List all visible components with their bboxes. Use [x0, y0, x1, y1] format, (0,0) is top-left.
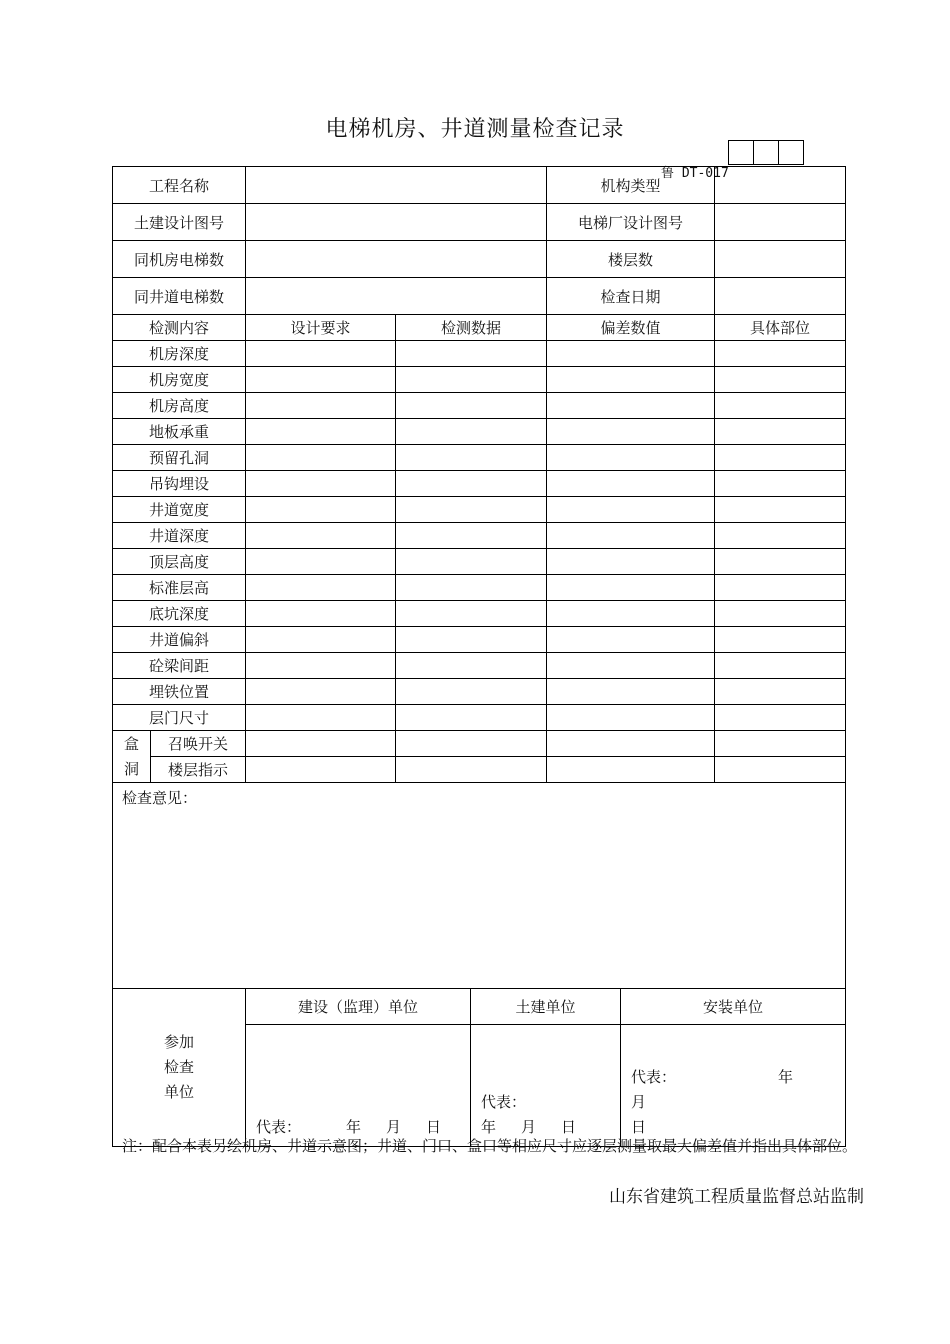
- cell[interactable]: [715, 549, 846, 575]
- cell[interactable]: [547, 627, 715, 653]
- form-code: 鲁 DT-017: [661, 166, 729, 181]
- cell[interactable]: [246, 705, 396, 731]
- floor-count-field[interactable]: [715, 241, 846, 278]
- cell[interactable]: [396, 523, 547, 549]
- project-name-field[interactable]: [246, 167, 547, 204]
- item-label: 预留孔洞: [113, 445, 246, 471]
- item-label: 砼梁间距: [113, 653, 246, 679]
- table-row: [113, 679, 846, 705]
- day-label: 日: [631, 1118, 647, 1136]
- rep-label: 代表：: [631, 1068, 677, 1086]
- label-machine-room-elevators: 同机房电梯数: [113, 241, 246, 278]
- table-row: [113, 393, 846, 419]
- cell[interactable]: [547, 471, 715, 497]
- cell[interactable]: [246, 601, 396, 627]
- item-label: 埋铁位置: [113, 679, 246, 705]
- item-label: 井道深度: [113, 523, 246, 549]
- cell[interactable]: [246, 575, 396, 601]
- cell[interactable]: [396, 575, 547, 601]
- mechanism-type-field[interactable]: [715, 167, 846, 204]
- elevator-drawing-no-field[interactable]: [715, 204, 846, 241]
- cell[interactable]: [715, 653, 846, 679]
- cell[interactable]: [396, 497, 547, 523]
- item-label: 井道宽度: [113, 497, 246, 523]
- cell[interactable]: [715, 523, 846, 549]
- column-header: 具体部位: [715, 315, 846, 341]
- day-label: 日: [561, 1118, 577, 1136]
- unit-header-construction: 建设（监理）单位: [246, 989, 471, 1025]
- label-mechanism-type: 机构类型: [547, 167, 715, 204]
- table-row: [113, 471, 846, 497]
- cell[interactable]: [246, 523, 396, 549]
- inspection-date-field[interactable]: [715, 278, 846, 315]
- cell[interactable]: [715, 705, 846, 731]
- table-row: [113, 575, 846, 601]
- cell[interactable]: [396, 419, 547, 445]
- page-title: 电梯机房、井道测量检查记录: [325, 117, 625, 142]
- cell[interactable]: [547, 731, 715, 757]
- machine-room-elevators-field[interactable]: [246, 241, 547, 278]
- label-inspection-date: 检查日期: [547, 278, 715, 315]
- column-header: 设计要求: [246, 315, 396, 341]
- cell[interactable]: [246, 679, 396, 705]
- cell[interactable]: [396, 393, 547, 419]
- cell[interactable]: [396, 367, 547, 393]
- cell[interactable]: [547, 705, 715, 731]
- cell[interactable]: [246, 653, 396, 679]
- participants-label: [113, 989, 246, 1147]
- table-row: [113, 341, 846, 367]
- cell[interactable]: [246, 393, 396, 419]
- installation-unit-signature[interactable]: [621, 1025, 846, 1147]
- year-label: 年: [481, 1118, 497, 1136]
- participants-label-line: 单位: [164, 1083, 195, 1101]
- rep-label: 代表：: [256, 1118, 302, 1136]
- cell[interactable]: [715, 445, 846, 471]
- cell[interactable]: [396, 627, 547, 653]
- cell[interactable]: [715, 627, 846, 653]
- table-row: [113, 523, 846, 549]
- cell[interactable]: [547, 549, 715, 575]
- column-header: 偏差数值: [547, 315, 715, 341]
- form-number-box[interactable]: [778, 140, 804, 165]
- cell[interactable]: [715, 471, 846, 497]
- cell[interactable]: [715, 731, 846, 757]
- cell[interactable]: [396, 679, 547, 705]
- cell[interactable]: [715, 419, 846, 445]
- item-label: 机房宽度: [113, 367, 246, 393]
- cell[interactable]: [547, 575, 715, 601]
- cell[interactable]: [715, 393, 846, 419]
- cell[interactable]: [547, 757, 715, 783]
- cell[interactable]: [715, 757, 846, 783]
- cell[interactable]: [246, 471, 396, 497]
- item-label: 顶层高度: [113, 549, 246, 575]
- table-row: [113, 601, 846, 627]
- cell[interactable]: [547, 653, 715, 679]
- column-header: 检测数据: [396, 315, 547, 341]
- year-label: 年: [778, 1068, 794, 1086]
- cell[interactable]: [547, 497, 715, 523]
- item-label: 标准层高: [113, 575, 246, 601]
- cell[interactable]: [547, 601, 715, 627]
- cell[interactable]: [396, 653, 547, 679]
- participants-label-line: 检查: [164, 1058, 195, 1076]
- opinion-label: 检查意见：: [122, 789, 198, 807]
- cell[interactable]: [246, 627, 396, 653]
- cell[interactable]: [547, 523, 715, 549]
- cell[interactable]: [547, 419, 715, 445]
- cell[interactable]: [547, 445, 715, 471]
- form-number-box[interactable]: [728, 140, 754, 165]
- month-label: 月: [386, 1118, 402, 1136]
- unit-header-civil: 土建单位: [471, 989, 621, 1025]
- issuer-footer: 山东省建筑工程质量监督总站监制: [609, 1187, 864, 1207]
- item-label: 召唤开关: [151, 731, 246, 757]
- cell[interactable]: [547, 341, 715, 367]
- item-label: 机房深度: [113, 341, 246, 367]
- civil-drawing-no-field[interactable]: [246, 204, 547, 241]
- box-group-label-bottom: 洞: [123, 759, 139, 778]
- footnote: 注：配合本表另绘机房、井道示意图；井道、门口、盒口等相应尺寸应逐层测量取最大偏差值并指出具体部位。: [122, 1137, 858, 1155]
- cell[interactable]: [715, 575, 846, 601]
- column-header: 检测内容: [113, 315, 246, 341]
- cell[interactable]: [715, 497, 846, 523]
- cell[interactable]: [715, 679, 846, 705]
- label-elevator-drawing-no: 电梯厂设计图号: [547, 204, 715, 241]
- item-label: 楼层指示: [151, 757, 246, 783]
- cell[interactable]: [246, 757, 396, 783]
- cell[interactable]: [246, 419, 396, 445]
- table-row: [113, 445, 846, 471]
- table-row: [113, 627, 846, 653]
- table-row: [113, 549, 846, 575]
- table-row: [113, 653, 846, 679]
- cell[interactable]: [246, 549, 396, 575]
- rep-label: 代表：: [481, 1093, 527, 1111]
- item-label: 地板承重: [113, 419, 246, 445]
- table-row: [113, 419, 846, 445]
- table-row: [113, 731, 846, 757]
- cell[interactable]: [246, 445, 396, 471]
- year-label: 年: [346, 1118, 362, 1136]
- cell[interactable]: [715, 601, 846, 627]
- cell[interactable]: [396, 731, 547, 757]
- cell[interactable]: [715, 367, 846, 393]
- unit-header-installation: 安装单位: [621, 989, 846, 1025]
- item-label: 底坑深度: [113, 601, 246, 627]
- form-number-box[interactable]: [753, 140, 779, 165]
- cell[interactable]: [246, 731, 396, 757]
- shaft-elevators-field[interactable]: [246, 278, 547, 315]
- cell[interactable]: [246, 341, 396, 367]
- cell[interactable]: [396, 445, 547, 471]
- table-row: [113, 367, 846, 393]
- participants-label-line: 参加: [164, 1033, 195, 1051]
- table-row: [113, 497, 846, 523]
- cell[interactable]: [715, 341, 846, 367]
- table-row: [113, 757, 846, 783]
- day-label: 日: [426, 1118, 442, 1136]
- item-label: 吊钩埋设: [113, 471, 246, 497]
- cell[interactable]: [396, 471, 547, 497]
- cell[interactable]: [547, 367, 715, 393]
- cell[interactable]: [246, 367, 396, 393]
- construction-unit-signature[interactable]: [246, 1025, 471, 1147]
- cell[interactable]: [396, 757, 547, 783]
- civil-unit-signature[interactable]: [471, 1025, 621, 1147]
- box-group-label-top: 盒: [123, 734, 139, 753]
- cell[interactable]: [547, 679, 715, 705]
- label-floor-count: 楼层数: [547, 241, 715, 278]
- item-label: 机房高度: [113, 393, 246, 419]
- month-label: 月: [521, 1118, 537, 1136]
- box-group-label: [113, 731, 151, 783]
- cell[interactable]: [396, 549, 547, 575]
- inspection-table: [112, 166, 846, 1147]
- form-number-boxes: [729, 140, 804, 165]
- cell[interactable]: [396, 705, 547, 731]
- inspection-opinion-field[interactable]: [113, 783, 846, 989]
- label-civil-drawing-no: 土建设计图号: [113, 204, 246, 241]
- label-shaft-elevators: 同井道电梯数: [113, 278, 246, 315]
- label-project-name: 工程名称: [113, 167, 246, 204]
- cell[interactable]: [547, 393, 715, 419]
- cell[interactable]: [396, 341, 547, 367]
- item-label: 井道偏斜: [113, 627, 246, 653]
- month-label: 月: [631, 1093, 647, 1111]
- cell[interactable]: [246, 497, 396, 523]
- cell[interactable]: [396, 601, 547, 627]
- table-row: [113, 705, 846, 731]
- item-label: 层门尺寸: [113, 705, 246, 731]
